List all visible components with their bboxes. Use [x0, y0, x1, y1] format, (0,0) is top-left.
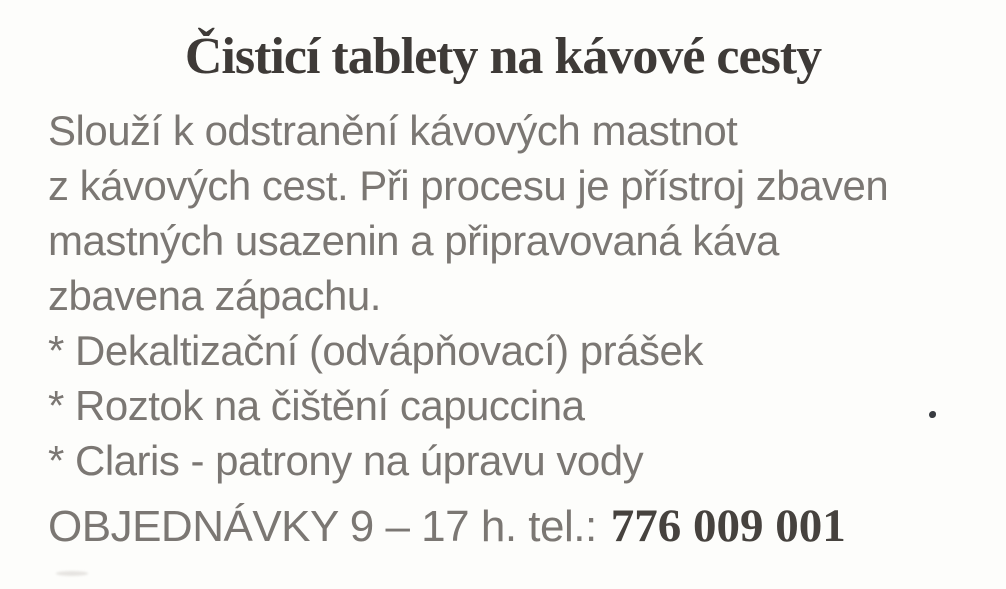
description-line: Slouží k odstranění kávových mastnot	[48, 107, 738, 154]
description-line: z kávových cest. Při procesu je přístroj zbaven	[48, 162, 889, 209]
scan-speck-artifact	[929, 411, 936, 418]
scan-smudge-artifact	[56, 571, 88, 576]
bullet-item: * Roztok na čištění capuccina	[48, 382, 585, 429]
bullet-item: * Dekaltizační (odvápňovací) prášek	[48, 327, 703, 374]
phone-number: 776 009 001	[610, 500, 846, 552]
description-block	[48, 103, 888, 488]
page-title: Čisticí tablety na kávové cesty	[184, 28, 822, 85]
description-line: zbavena zápachu.	[48, 272, 381, 319]
orders-line	[48, 499, 846, 553]
description-line: mastných usazenin a připravovaná káva	[48, 217, 779, 264]
orders-label: OBJEDNÁVKY 9 – 17 h. tel.:	[48, 502, 597, 551]
bullet-item: * Claris - patrony na úpravu vody	[48, 437, 644, 484]
